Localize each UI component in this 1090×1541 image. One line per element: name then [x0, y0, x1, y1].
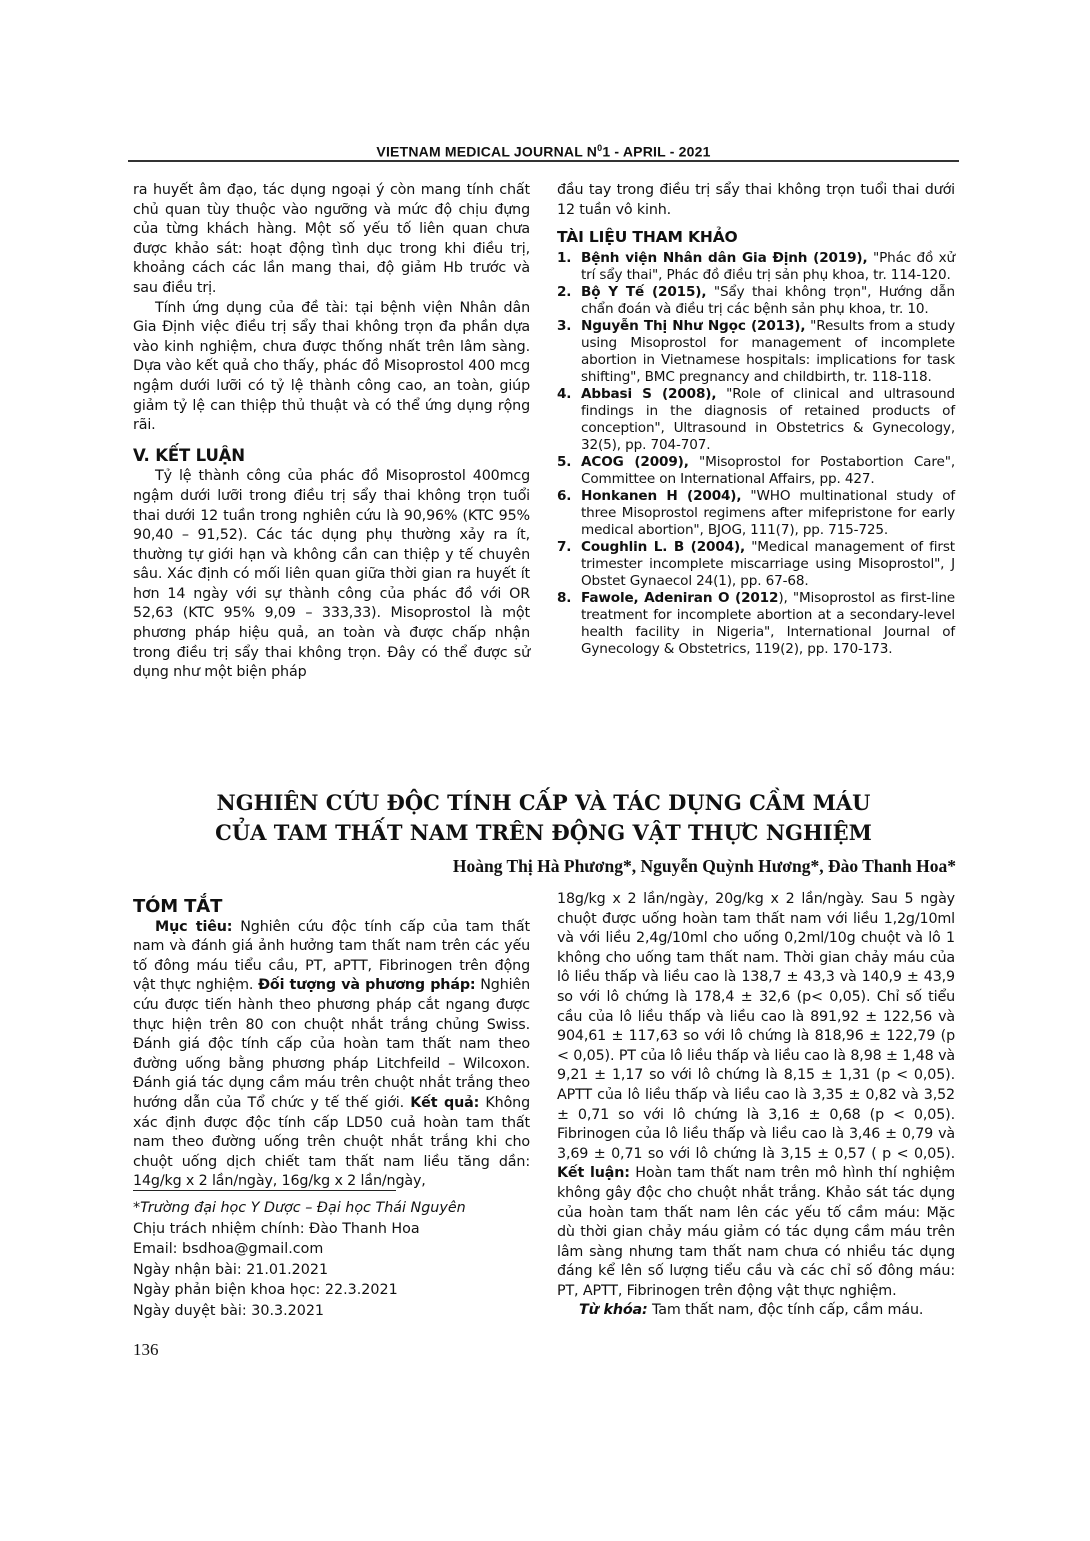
- affiliation: *Trường đại học Y Dược – Đại học Thái Nguyên: [133, 1200, 466, 1216]
- date-received: Ngày nhận bài: 21.01.2021: [133, 1261, 329, 1278]
- date-reviewed: Ngày phản biện khoa học: 22.3.2021: [133, 1282, 398, 1298]
- ref-number: 3.: [557, 317, 572, 334]
- ref-text: "Misoprostol for Postabortion Care", Committee on International Affairs, pp. 427.: [581, 453, 955, 487]
- title-line: CỦA TAM THẤT NAM TRÊN ĐỘNG VẬT THỰC NGHIỆM: [215, 820, 872, 845]
- ref-author: ACOG (2009),: [581, 453, 689, 470]
- section-heading-conclusion: V. KẾT LUẬN: [133, 445, 245, 465]
- text: 18g/kg x 2 lần/ngày, 20g/kg x 2 lần/ngày. Sau 5 ngày chuột được uống hoàn tam thất nam với liều 1,2g/10ml và với liều 2,4g/10ml cho uống 0,2ml/10g chuột và lô 1 không cho uống tam thất nam. Thời gian chảy máu của lô liều thấp và liều cao là 138,7 ± 43,3 và 140,9 ± 43,9 so với lô chứng là 178,4 ± 32,6 (p< 0,05). Chỉ số tiểu cầu của lô liều thấp và liều cao là 891,92 ± 122,56 và 904,61 ± 117,63 so với lô chứng là 818,96 ± 122,79 (p < 0,05). PT của lô liều thấp và liều cao là 8,98 ± 1,48 và 9,21 ± 1,17 so với lô chứng là 8,15 ± 1,31 (p < 0,05). APTT của lô liều thấp và liều cao là 3,35 ± 0,82 và 3,52 ± 0,71 so với lô chứng là 3,16 ± 0,68 (p < 0,05). Fibrinogen của lô liều thấp và liều cao là 3,46 ± 0,79 và 3,69 ± 0,71 so với lô chứng là 3,15 ± 0,57 ( p < 0,05).: [557, 891, 955, 1162]
- article-title: [128, 788, 959, 848]
- journal-sup: 0: [597, 143, 603, 153]
- abstract-left-column: [133, 897, 530, 1192]
- ref-number: 4.: [557, 385, 572, 402]
- reference-item: [557, 488, 955, 539]
- ref-author: Bộ Y Tế (2015),: [581, 283, 707, 300]
- label-objective: Mục tiêu:: [155, 918, 233, 935]
- ref-text: "Sẩy thai không trọn", Hướng dẫn chẩn đoán và điều trị các bệnh sản phụ khoa, tr. 10.: [581, 283, 955, 317]
- ref-author: Nguyễn Thị Như Ngọc (2013),: [581, 317, 806, 334]
- title-line: NGHIÊN CỨU ĐỘC TÍNH CẤP VÀ TÁC DỤNG CẦM MÁU: [216, 790, 871, 815]
- text: Hoàn tam thất nam trên mô hình thí nghiệm không gây độc cho chuột nhắt trắng. Khảo sát tác dụng của hoàn tam thất nam lên các yếu tố cầm máu: Mặc dù thời gian chảy máu giảm có tác dụng cầm máu trên lâm sàng nhưng tam thất nam chưa có nhiều tác dụng đáng kể lên số lượng tiểu cầu và các chỉ số đông máu: PT, APTT, Fibrinogen trên động vật thực nghiệm.: [557, 1165, 956, 1299]
- ref-number: 5.: [557, 453, 572, 470]
- abstract-right-column: [557, 890, 955, 1321]
- ref-text: "WHO multinational study of three Misoprostol regimens after mifepristone for early medical abortion", BJOG, 111(7), pp. 715-725.: [581, 487, 955, 538]
- paragraph: ra huyết âm đạo, tác dụng ngoại ý còn mang tính chất chủ quan tùy thuộc vào ngưỡng và mức độ chịu đựng của từng khách hàng. Một số yếu tố liên quan chưa được khảo sát: hoạt động tình dục trong khi điều trị, khoảng cách các lần mang thai, độ giảm Hb trước và sau điều trị.: [133, 182, 530, 296]
- ref-text: "Role of clinical and ultrasound findings in the diagnosis of retained products of conception", Ultrasound in Obstetrics & Gynecology, 32(5), pp. 704-707.: [581, 385, 956, 453]
- label-conclusion: Kết luận:: [557, 1165, 630, 1182]
- keywords-text: Tam thất nam, độc tính cấp, cầm máu.: [647, 1302, 924, 1319]
- references-list: [557, 250, 955, 658]
- abstract-heading: TÓM TẮT: [133, 896, 223, 917]
- journal-issue: 1 - APRIL - 2021: [602, 143, 711, 160]
- label-keywords: Từ khóa:: [579, 1302, 648, 1319]
- ref-author: Coughlin L. B (2004),: [581, 538, 746, 555]
- page-number: 136: [133, 1340, 159, 1359]
- text: Không xác định được độc tính cấp LD50 cuả hoàn tam thất nam theo đường uống trên chuột nhắt trắng khi cho chuột uống dịch chiết tam thất nam liều tăng dần: 14g/kg x 2 lần/ngày, 16g/kg x 2 lần/ngày,: [133, 1094, 530, 1190]
- ref-text: "Medical management of first trimester incomplete miscarriage using Misoprostol", J Obstet Gynaecol 24(1), pp. 67-68.: [581, 538, 955, 589]
- prev-article-left-column: [133, 181, 530, 683]
- article-authors: Hoàng Thị Hà Phương*, Nguyễn Quỳnh Hương*, Đào Thanh Hoa*: [452, 856, 956, 876]
- footnote-rule: [133, 1190, 396, 1191]
- abstract-paragraph: [133, 918, 530, 1192]
- ref-number: 7.: [557, 538, 572, 555]
- running-header: [128, 143, 959, 160]
- prev-article-right-column: [557, 181, 955, 658]
- paragraph: đầu tay trong điều trị sẩy thai không trọn tuổi thai dưới 12 tuần vô kinh.: [557, 182, 955, 218]
- reference-item: [557, 590, 955, 658]
- paragraph: Tỷ lệ thành công của phác đồ Misoprostol 400mcg ngậm dưới lưỡi trong điều trị sẩy thai không trọn tuổi thai dưới 12 tuần trong nghiên cứu là 90,96% (KTC 95% 90,40 – 91,52). Các tác dụng phụ thường xảy ra ít, thường tự giới hạn và không cần can thiệp y tế chuyên sâu. Xác định có mối liên quan giữa thời gian ra huyết ít hơn 14 ngày với sự thành công của phác đồ với OR 52,63 (KTC 95% 9,09 – 333,33). Misoprostol là một phương pháp hiệu quả, an toàn và được chấp nhận trong điều trị sẩy thai không trọn. Đây có thể được sử dụng như một biện pháp: [133, 468, 530, 681]
- reference-item: [557, 250, 955, 284]
- responsible-author: Chịu trách nhiệm chính: Đào Thanh Hoa: [133, 1220, 420, 1237]
- ref-text: "Results from a study using Misoprostol for management of incomplete abortion in Vietnamese hospitals: implications for task shifting", BMC pregnancy and childbirth, tr. 118-118.: [581, 317, 955, 385]
- paragraph: Tính ứng dụng của đề tài: tại bệnh viện Nhân dân Gia Định việc điều trị sẩy thai không trọn đa phần dựa vào kinh nghiệm, chưa được thống nhất trên lâm sàng. Dựa vào kết quả cho thấy, phác đồ Misoprostol 400 mcg ngậm dưới lưỡi có tỷ lệ thành công cao, an toàn, giúp giảm tỷ lệ can thiệp thủ thuật và có thể ứng dụng rộng rãi.: [133, 299, 530, 434]
- references-heading: TÀI LIỆU THAM KHẢO: [557, 228, 738, 247]
- keywords: [557, 1301, 955, 1321]
- text: Nghiên cứu độc tính cấp của tam thất nam và đánh giá ảnh hưởng tam thất nam trên các yếu tố đông máu tiểu cầu, PT, aPTT, Fibrinogen trên động vật thực nghiệm.: [133, 918, 530, 994]
- ref-number: 8.: [557, 589, 572, 606]
- ref-text: ), "Misoprostol as first-line treatment for incomplete abortion at a secondary-level health facility in Nigeria", International Journal of Gynecology & Obstetrics, 119(2), pp. 170-173.: [581, 589, 955, 657]
- footnote: [133, 1198, 466, 1321]
- ref-author: Abbasi S (2008),: [581, 385, 717, 402]
- ref-author: Honkanen H (2004),: [581, 487, 742, 504]
- label-methods: Đối tượng và phương pháp:: [258, 977, 476, 994]
- ref-number: 6.: [557, 487, 572, 504]
- reference-item: [557, 386, 955, 454]
- ref-author: Bệnh viện Nhân dân Gia Định (2019),: [581, 249, 868, 266]
- date-accepted: Ngày duyệt bài: 30.3.2021: [133, 1302, 325, 1319]
- label-results: Kết quả:: [410, 1094, 480, 1111]
- text: Nghiên cứu được tiến hành theo phương pháp cắt ngang được thực hiện trên 80 con chuột nhắt trắng chủng Swiss. Đánh giá độc tính cấp của hoàn tam thất nam theo đường uống bằng phương pháp Litchfeild – Wilcoxon. Đánh giá tác dụng cầm máu trên chuột nhắt trắng theo hướng dẫn của Tổ chức y tế thế giới.: [133, 977, 530, 1111]
- ref-number: 1.: [557, 249, 572, 266]
- reference-item: [557, 318, 955, 386]
- ref-text: "Phác đồ xử trí sẩy thai", Phác đồ điều trị sản phụ khoa, tr. 114-120.: [581, 249, 956, 283]
- ref-author: Fawole, Adeniran O (2012: [581, 589, 779, 606]
- abstract-paragraph: [557, 890, 955, 1301]
- header-rule: [128, 160, 959, 162]
- reference-item: [557, 539, 955, 590]
- ref-number: 2.: [557, 283, 572, 300]
- email: Email: bsdhoa@gmail.com: [133, 1241, 324, 1257]
- reference-item: [557, 454, 955, 488]
- reference-item: [557, 284, 955, 318]
- journal-name: VIETNAM MEDICAL JOURNAL N: [376, 143, 598, 160]
